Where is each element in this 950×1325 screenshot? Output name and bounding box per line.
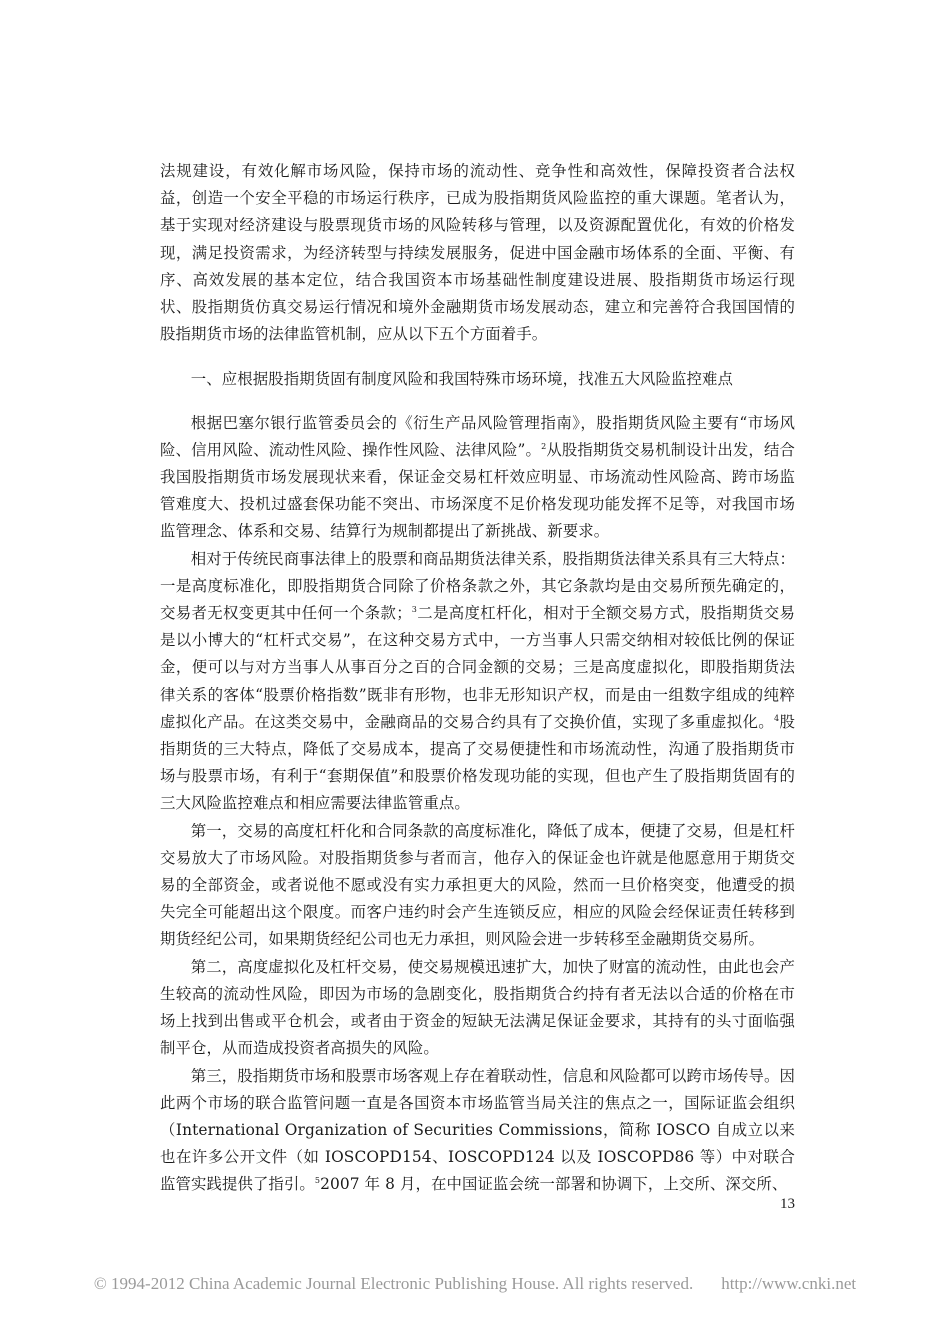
paragraph-text: 第三，股指期货市场和股票市场客观上存在着联动性，信息和风险都可以跨市场传导。因此两个市场的联合监管问题一直是各国资本市场监管当局关注的焦点之一，国际证监会组织（International Organization of Securities Commissions，简称 IOSCO 自成立以来也在许多公开文件（如 IOSCOPD154、IOSCOPD124 以及 IOSCOPD86 等）中对联合监管实践提供了指引。 bbox=[160, 1066, 795, 1194]
page-number: 13 bbox=[780, 1196, 795, 1212]
paragraph bbox=[160, 410, 795, 546]
footnote-mark[interactable]: 3 bbox=[411, 604, 417, 614]
copyright-footer bbox=[0, 1274, 950, 1294]
paragraph-text: 2007 年 8 月，在中国证监会统一部署和协调下，上交所、深交所、 bbox=[320, 1175, 788, 1194]
paragraph-text: 股指期货的三大特点，降低了交易成本，提高了交易便捷性和市场流动性，沟通了股指期货市场与股票市场，有利于“套期保值”和股票价格发现功能的实现，但也产生了股指期货固有的三大风险监控难点和相应需要法律监管重点。 bbox=[160, 712, 795, 813]
paragraph bbox=[160, 546, 795, 818]
footnote-mark[interactable]: 5 bbox=[314, 1176, 321, 1186]
section-heading bbox=[160, 366, 795, 393]
paragraph bbox=[160, 158, 795, 348]
section-heading-text: 一、应根据股指期货固有制度风险和我国特殊市场环境，找准五大风险监控难点 bbox=[190, 370, 733, 389]
paragraph bbox=[160, 1063, 795, 1199]
paragraph-text: 从股指期货交易机制设计出发，结合我国股指期货市场发展现状来看，保证金交易杠杆效应明显、市场流动性风险高、跨市场监管难度大、投机过盛套保功能不突出、市场深度不足价格发现功能发挥不足等，对我国市场监管理念、体系和交易、结算行为规制都提出了新挑战、新要求。 bbox=[160, 440, 795, 541]
paragraph-text: 法规建设，有效化解市场风险，保持市场的流动性、竞争性和高效性，保障投资者合法权益，创造一个安全平稳的市场运行秩序，已成为股指期货风险监控的重大课题。笔者认为，基于实现对经济建设与股票现货市场的风险转移与管理，以及资源配置优化，有效的价格发现，满足投资需求，为经济转型与持续发展服务，促进中国金融市场体系的全面、平衡、有序、高效发展的基本定位，结合我国资本市场基础性制度建设进展、股指期货市场运行现状、股指期货仿真交易运行情况和境外金融期货市场发展动态，建立和完善符合我国国情的股指期货市场的法律监管机制，应从以下五个方面着手。 bbox=[160, 162, 795, 344]
paragraph bbox=[160, 954, 795, 1063]
footnote-mark[interactable]: 2 bbox=[541, 441, 547, 451]
paragraph-text: 第一，交易的高度杠杆化和合同条款的高度标准化，降低了成本，便捷了交易，但是杠杆交易放大了市场风险。对股指期货参与者而言，他存入的保证金也许就是他愿意用于期货交易的全部资金，或者说他不愿或没有实力承担更大的风险，然而一旦价格突变，他遭受的损失完全可能超出这个限度。而客户违约时会产生连锁反应，相应的风险会经保证责任转移到期货经纪公司，如果期货经纪公司也无力承担，则风险会进一步转移至金融期货交易所。 bbox=[160, 821, 795, 949]
paragraph-text: 第二，高度虚拟化及杠杆交易，使交易规模迅速扩大，加快了财富的流动性，由此也会产生较高的流动性风险，即因为市场的急剧变化，股指期货合约持有者无法以合适的价格在市场上找到出售或平仓机会，或者由于资金的短缺无法满足保证金要求，其持有的头寸面临强制平仓，从而造成投资者高损失的风险。 bbox=[160, 957, 795, 1058]
paragraph bbox=[160, 818, 795, 954]
paragraph-text: 二是高度杠杆化，相对于全额交易方式，股指期货交易是以小博大的“杠杆式交易”，在这种交易方式中，一方当事人只需交纳相对较低比例的保证金，便可以与对方当事人从事百分之百的合同金额的交易；三是高度虚拟化，即股指期货法律关系的客体“股票价格指数”既非有形物，也非无形知识产权，而是由一组数字组成的纯粹虚拟化产品。在这类交易中，金融商品的交易合约具有了交换价值，实现了多重虚拟化。 bbox=[160, 604, 795, 731]
paragraph-text: 根据巴塞尔银行监管委员会的《衍生产品风险管理指南》，股指期货风险主要有“市场风险、信用风险、流动性风险、操作性风险、法律风险”。 bbox=[160, 413, 795, 459]
copyright-text: © 1994-2012 China Academic Journal Electronic Publishing House. All rights reserved. bbox=[93, 1274, 694, 1293]
paragraph-text: 相对于传统民商事法律上的股票和商品期货法律关系，股指期货法律关系具有三大特点：一是高度标准化，即股指期货合同除了价格条款之外，其它条款均是由交易所预先确定的，交易者无权变更其中任何一个条款； bbox=[160, 549, 795, 623]
footnote-mark[interactable]: 4 bbox=[774, 713, 780, 723]
footer-url[interactable]: http://www.cnki.net bbox=[721, 1274, 857, 1293]
article-body bbox=[160, 158, 795, 1199]
